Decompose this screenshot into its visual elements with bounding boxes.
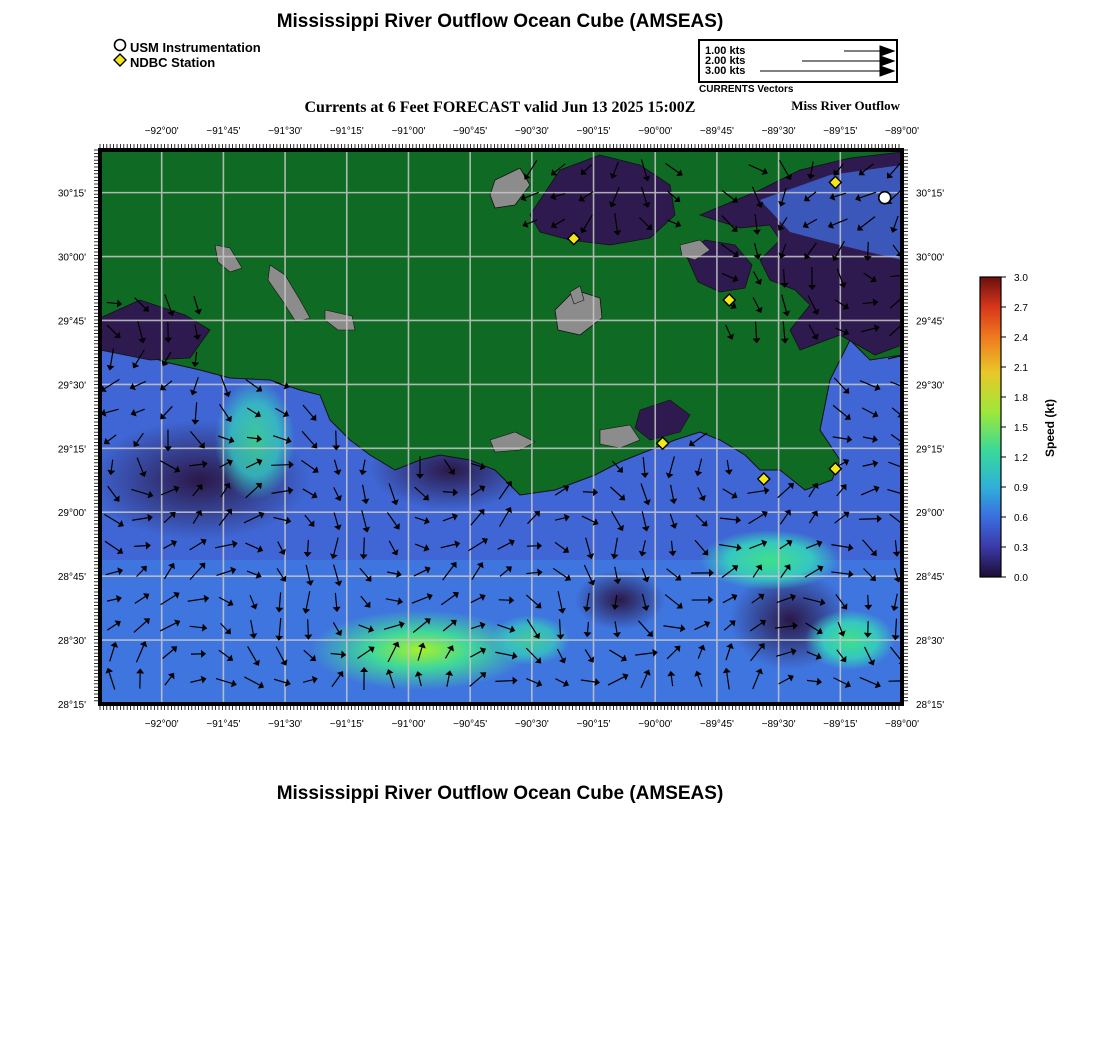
colorbar-tick-label: 1.8: [1014, 393, 1028, 404]
colorbar-tick-label: 2.4: [1014, 333, 1028, 344]
lat-tick-label: 29°30': [57, 380, 86, 392]
colorbar-tick-label: 2.7: [1014, 303, 1028, 314]
colorbar-tick-label: 3.0: [1014, 273, 1028, 284]
colorbar-tick-label: 1.5: [1014, 423, 1028, 434]
region-label: Miss River Outflow: [791, 98, 900, 113]
lon-tick-label: −89°15': [823, 126, 858, 137]
lat-tick-label: 29°30': [916, 380, 945, 392]
vector-legend-caption: CURRENTS Vectors: [699, 84, 794, 95]
map-subtitle: Currents at 6 Feet FORECAST valid Jun 13 2025 15:00Z: [304, 99, 696, 116]
footer-title: Mississippi River Outflow Ocean Cube (AMSEAS): [276, 783, 724, 804]
lat-tick-label: 29°00': [57, 508, 86, 520]
lat-tick-label: 28°45': [916, 572, 945, 584]
lat-tick-label: 30°15': [57, 188, 86, 200]
lon-tick-label: −89°45': [699, 126, 734, 137]
lon-tick-label: −90°30': [514, 126, 549, 137]
colorbar-label: Speed (kt): [1043, 398, 1057, 458]
lat-tick-label: 28°30': [916, 636, 945, 648]
lon-tick-label: −89°30': [761, 719, 796, 730]
lon-tick-label: −90°30': [514, 719, 549, 730]
vector-row: 2.00 kts: [705, 55, 746, 67]
lon-tick-label: −90°45': [453, 719, 488, 730]
lat-tick-label: 29°15': [916, 444, 945, 456]
colorbar-tick-label: 0.6: [1014, 513, 1028, 524]
lon-tick-label: −89°30': [761, 126, 796, 137]
vector-row: 3.00 kts: [705, 65, 746, 77]
ndbc-legend-label: NDBC Station: [130, 55, 216, 70]
colorbar-tick-label: 0.3: [1014, 543, 1028, 554]
lat-tick-label: 28°45': [57, 572, 86, 584]
usm-legend-label: USM Instrumentation: [130, 40, 261, 55]
colorbar-tick-label: 1.2: [1014, 453, 1028, 464]
lat-tick-label: 30°15': [916, 188, 945, 200]
colorbar-tick-label: 0.9: [1014, 483, 1028, 494]
lat-tick-label: 28°30': [57, 636, 86, 648]
lon-tick-label: −90°45': [453, 126, 488, 137]
lon-tick-label: −89°45': [699, 719, 734, 730]
lon-tick-label: −89°00': [885, 719, 919, 730]
lon-tick-label: −90°00': [638, 719, 673, 730]
lon-tick-label: −91°30': [268, 719, 303, 730]
lon-tick-label: −91°45': [206, 719, 241, 730]
lon-tick-label: −90°15': [576, 126, 611, 137]
usm-station-marker[interactable]: [879, 192, 891, 204]
lat-tick-label: 29°45': [57, 316, 86, 328]
lat-tick-label: 30°00': [916, 252, 945, 264]
lon-tick-label: −90°00': [638, 126, 673, 137]
lat-tick-label: 29°15': [57, 444, 86, 456]
figure-title: Mississippi River Outflow Ocean Cube (AMSEAS): [276, 11, 724, 32]
lon-tick-label: −91°00': [391, 126, 426, 137]
colorbar-tick-label: 0.0: [1014, 573, 1028, 584]
lon-tick-label: −92°00': [144, 719, 179, 730]
lat-tick-label: 28°15': [57, 700, 86, 711]
lon-tick-label: −91°15': [329, 126, 364, 137]
lat-tick-label: 30°00': [57, 252, 86, 264]
jet-core: [215, 380, 295, 500]
lon-tick-label: −89°00': [885, 126, 919, 137]
lat-tick-label: 28°15': [916, 700, 945, 711]
lon-tick-label: −92°00': [144, 126, 179, 137]
lat-tick-label: 29°00': [916, 508, 945, 520]
lon-tick-label: −91°45': [206, 126, 241, 137]
lon-tick-label: −89°15': [823, 719, 858, 730]
vector-row: 1.00 kts: [705, 45, 746, 57]
jet-core: [700, 530, 840, 590]
lon-tick-label: −91°30': [268, 126, 303, 137]
lat-tick-label: 29°45': [916, 316, 945, 328]
colorbar-scale: [980, 277, 1001, 577]
colorbar: [980, 273, 1057, 584]
colorbar-ticks: [1001, 273, 1028, 584]
lon-tick-label: −90°15': [576, 719, 611, 730]
colorbar-tick-label: 2.1: [1014, 363, 1028, 374]
lon-tick-label: −91°15': [329, 719, 364, 730]
lon-tick-label: −91°00': [391, 719, 426, 730]
